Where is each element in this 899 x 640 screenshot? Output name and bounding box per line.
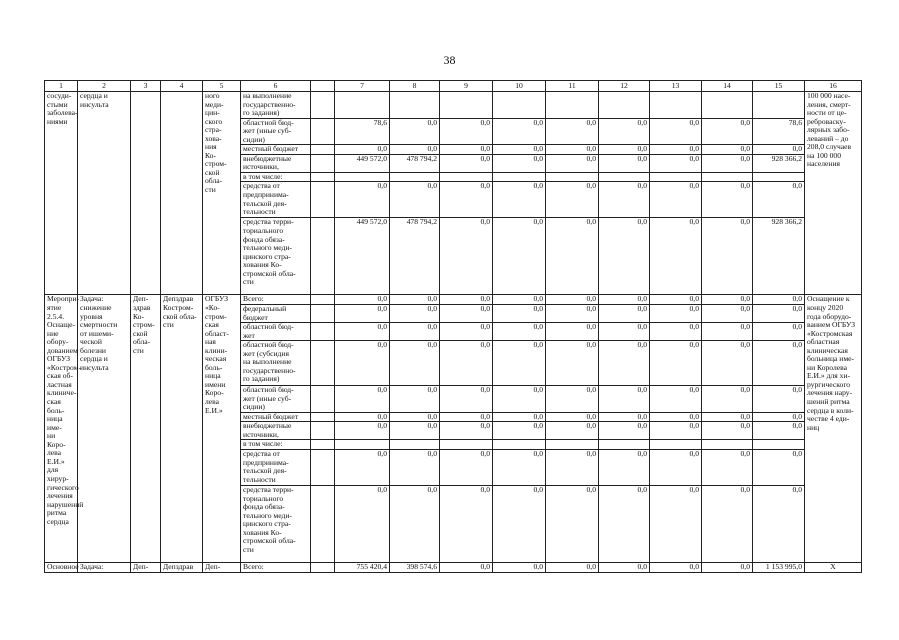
value-cell <box>440 92 493 119</box>
header-cell-3: 3 <box>131 81 161 92</box>
value-cell: 0,0 <box>650 145 702 155</box>
value-cell: 0,0 <box>599 305 650 323</box>
funding-source-cell: средства терри- ториального фонда обяза- тельного меди- цинского стра- хования Ко- стромской обла- сти <box>241 218 311 295</box>
value-cell: 0,0 <box>702 412 753 422</box>
spacer-cell <box>311 440 335 450</box>
value-cell: 0,0 <box>650 118 702 145</box>
spacer-cell <box>311 450 335 486</box>
value-cell: 1 153 995,0 <box>753 563 805 573</box>
value-cell: 0,0 <box>493 154 546 172</box>
value-cell: 0,0 <box>702 486 753 563</box>
value-cell: 0,0 <box>390 145 440 155</box>
funding-source-cell: областной бюд- жет (иные суб- сидии) <box>241 118 311 145</box>
header-cell-13: 12 <box>599 81 650 92</box>
value-cell: 398 574,6 <box>390 563 440 573</box>
value-cell: 478 794,2 <box>390 218 440 295</box>
value-cell: 0,0 <box>440 450 493 486</box>
value-cell: 0,0 <box>440 341 493 386</box>
value-cell: 0,0 <box>390 305 440 323</box>
value-cell: 0,0 <box>599 145 650 155</box>
funding-source-cell: областной бюд- жет (иные суб- сидии) <box>241 386 311 413</box>
value-cell: 0,0 <box>702 295 753 305</box>
value-cell <box>753 92 805 119</box>
value-cell: 0,0 <box>599 182 650 218</box>
value-cell <box>546 92 599 119</box>
value-cell: 0,0 <box>702 323 753 341</box>
table-row <box>45 92 862 119</box>
header-cell-2: 2 <box>78 81 131 92</box>
header-cell-9: 8 <box>390 81 440 92</box>
value-cell: 0,0 <box>702 182 753 218</box>
executor-cell: ного меди- цин- ского стра- хова- ния Ко- стром- ской обла- сти <box>203 92 241 295</box>
value-cell: 0,0 <box>599 218 650 295</box>
value-cell: 0,0 <box>390 412 440 422</box>
value-cell: 0,0 <box>493 118 546 145</box>
value-cell: 0,0 <box>493 295 546 305</box>
value-cell: 0,0 <box>440 412 493 422</box>
spacer-cell <box>311 218 335 295</box>
value-cell: 0,0 <box>650 386 702 413</box>
value-cell: 0,0 <box>440 422 493 440</box>
spacer-cell <box>311 341 335 386</box>
spacer-cell <box>311 172 335 182</box>
value-cell: 0,0 <box>390 422 440 440</box>
value-cell <box>599 92 650 119</box>
value-cell: 0,0 <box>599 386 650 413</box>
value-cell: 0,0 <box>753 341 805 386</box>
value-cell: 0,0 <box>702 422 753 440</box>
value-cell: 0,0 <box>599 295 650 305</box>
value-cell: 0,0 <box>546 323 599 341</box>
spacer-cell <box>311 145 335 155</box>
value-cell: 0,0 <box>335 341 390 386</box>
value-cell: 928 366,2 <box>753 218 805 295</box>
header-cell-10: 9 <box>440 81 493 92</box>
result-cell: Х <box>805 563 862 573</box>
value-cell: 0,0 <box>753 450 805 486</box>
value-cell: 0,0 <box>650 218 702 295</box>
executor-cell: ОГБУЗ «Ко- стром- ская област- ная клини- ческая боль- ница имени Коро- лева Е.И.» <box>203 295 241 563</box>
value-cell: 449 572,0 <box>335 218 390 295</box>
value-cell: 0,0 <box>390 295 440 305</box>
value-cell: 0,0 <box>650 412 702 422</box>
value-cell: 0,0 <box>546 145 599 155</box>
value-cell: 0,0 <box>335 145 390 155</box>
value-cell: 0,0 <box>599 563 650 573</box>
funding-source-cell: Всего: <box>241 563 311 573</box>
value-cell: 0,0 <box>390 323 440 341</box>
spacer-cell <box>311 118 335 145</box>
value-cell: 0,0 <box>546 295 599 305</box>
value-cell: 0,0 <box>493 218 546 295</box>
value-cell: 0,0 <box>390 450 440 486</box>
value-cell: 0,0 <box>440 182 493 218</box>
value-cell: 0,0 <box>753 305 805 323</box>
header-cell-4: 4 <box>161 81 203 92</box>
value-cell: 0,0 <box>390 486 440 563</box>
value-cell: 0,0 <box>390 341 440 386</box>
value-cell: 78,6 <box>753 118 805 145</box>
result-cell: Оснащение к концу 2020 года оборудо- ванием ОГБУЗ «Костромская областная клиническая больница име- ни Королева Е.И.» для хи- рургического лечения нару- шений ритма сердца в коли- честве 4 еди- ниц <box>805 295 862 563</box>
spacer-cell <box>311 305 335 323</box>
spacer-cell <box>311 563 335 573</box>
value-cell: 0,0 <box>390 118 440 145</box>
value-cell: 0,0 <box>650 154 702 172</box>
coexecutor-cell <box>161 92 203 295</box>
funding-source-cell: внебюджетные источники, <box>241 422 311 440</box>
value-cell: 0,0 <box>546 118 599 145</box>
table-row <box>45 295 862 305</box>
value-cell: 0,0 <box>493 412 546 422</box>
value-cell: 0,0 <box>650 305 702 323</box>
value-cell: 0,0 <box>335 182 390 218</box>
responsible-cell: Деп- здрав Ко- стром- ской обла- сти <box>131 295 161 563</box>
funding-source-cell: местный бюджет <box>241 145 311 155</box>
funding-source-cell: местный бюджет <box>241 412 311 422</box>
funding-source-cell: внебюджетные источники, <box>241 154 311 172</box>
value-cell: 0,0 <box>753 295 805 305</box>
value-cell: 0,0 <box>599 412 650 422</box>
value-cell: 0,0 <box>335 450 390 486</box>
funding-source-cell: средства терри- ториального фонда обяза- тельного меди- цинского стра- хования Ко- стромской обла- сти <box>241 486 311 563</box>
value-cell: 0,0 <box>650 422 702 440</box>
measure-name-cell: Меропри- ятие 2.5.4. Оснаще- ние обору- дованием ОГБУЗ «Костром- ская об- ластная клиниче- ская боль- ница име- ни Коро- лева Е.И.» для хирур- гического лечения нарушений ритма сердца <box>45 295 78 563</box>
funding-source-cell: средства от предпринима- тельской дея- тельности <box>241 450 311 486</box>
header-cell-5: 5 <box>203 81 241 92</box>
value-cell: 0,0 <box>753 422 805 440</box>
value-cell: 0,0 <box>546 182 599 218</box>
value-cell: 0,0 <box>440 305 493 323</box>
value-cell: 0,0 <box>493 341 546 386</box>
value-cell: 0,0 <box>546 486 599 563</box>
value-cell: 0,0 <box>440 154 493 172</box>
value-cell: 0,0 <box>599 323 650 341</box>
value-cell: 0,0 <box>702 154 753 172</box>
value-cell: 0,0 <box>335 486 390 563</box>
budget-table <box>44 80 862 573</box>
value-cell: 0,0 <box>599 450 650 486</box>
funding-source-cell: областной бюд- жет <box>241 323 311 341</box>
value-cell: 0,0 <box>493 486 546 563</box>
spacer-cell <box>311 182 335 218</box>
value-cell: 0,0 <box>493 450 546 486</box>
value-cell: 0,0 <box>335 305 390 323</box>
spacer-cell <box>311 422 335 440</box>
value-cell: 0,0 <box>650 450 702 486</box>
value-cell: 0,0 <box>493 182 546 218</box>
value-cell: 0,0 <box>702 145 753 155</box>
value-cell: 0,0 <box>440 145 493 155</box>
value-cell: 0,0 <box>493 323 546 341</box>
value-cell <box>390 92 440 119</box>
value-cell: 0,0 <box>440 563 493 573</box>
coexecutor-cell: Депздрав Костром- ской обла- сти <box>161 295 203 563</box>
value-cell: 0,0 <box>546 386 599 413</box>
value-cell: 0,0 <box>753 386 805 413</box>
header-cell-6: 6 <box>241 81 311 92</box>
value-cell: 0,0 <box>440 323 493 341</box>
header-cell-15: 14 <box>702 81 753 92</box>
funding-source-cell: на выполнение государственно- го задания) <box>241 92 311 119</box>
header-cell-14: 13 <box>650 81 702 92</box>
value-cell: 755 420,4 <box>335 563 390 573</box>
value-cell: 928 366,2 <box>753 154 805 172</box>
value-cell: 0,0 <box>702 118 753 145</box>
value-cell: 0,0 <box>546 218 599 295</box>
value-cell: 0,0 <box>493 422 546 440</box>
value-cell: 0,0 <box>650 295 702 305</box>
value-cell: 0,0 <box>546 450 599 486</box>
responsible-cell: Деп- <box>131 563 161 573</box>
header-cell-8: 7 <box>335 81 390 92</box>
funding-source-cell: в том числе: <box>241 172 311 182</box>
value-cell: 0,0 <box>599 341 650 386</box>
spacer-cell <box>311 295 335 305</box>
value-cell: 0,0 <box>702 305 753 323</box>
value-cell: 0,0 <box>599 486 650 563</box>
value-cell <box>650 92 702 119</box>
value-cell: 0,0 <box>335 386 390 413</box>
spacer-cell <box>311 386 335 413</box>
value-cell: 0,0 <box>546 412 599 422</box>
value-cell: 0,0 <box>493 305 546 323</box>
header-cell-7 <box>311 81 335 92</box>
value-cell: 0,0 <box>546 154 599 172</box>
value-cell: 0,0 <box>702 450 753 486</box>
value-cell: 0,0 <box>546 563 599 573</box>
value-cell: 0,0 <box>493 386 546 413</box>
value-cell: 78,6 <box>335 118 390 145</box>
funding-source-cell: в том числе: <box>241 440 311 450</box>
table-row <box>45 563 862 573</box>
coexecutor-cell: Депздрав <box>161 563 203 573</box>
value-cell: 0,0 <box>650 486 702 563</box>
value-cell: 0,0 <box>493 145 546 155</box>
spacer-cell <box>311 486 335 563</box>
funding-source-cell: федеральный бюджет <box>241 305 311 323</box>
task-cell: сердца и инсульта <box>78 92 131 295</box>
value-cell: 0,0 <box>599 422 650 440</box>
value-cell: 0,0 <box>493 563 546 573</box>
spacer-cell <box>311 412 335 422</box>
value-cell: 0,0 <box>335 295 390 305</box>
value-cell: 0,0 <box>546 341 599 386</box>
value-cell: 449 572,0 <box>335 154 390 172</box>
funding-source-cell: средства от предпринима- тельской дея- тельности <box>241 182 311 218</box>
header-cell-17: 16 <box>805 81 862 92</box>
value-cell: 0,0 <box>599 118 650 145</box>
value-cell: 0,0 <box>650 323 702 341</box>
executor-cell: Деп- <box>203 563 241 573</box>
measure-name-cell: Основное <box>45 563 78 573</box>
value-cell: 0,0 <box>440 218 493 295</box>
value-cell: 0,0 <box>650 563 702 573</box>
value-cell: 0,0 <box>702 341 753 386</box>
value-cell: 0,0 <box>335 422 390 440</box>
value-cell: 0,0 <box>650 341 702 386</box>
value-cell: 0,0 <box>335 323 390 341</box>
value-cell: 0,0 <box>440 118 493 145</box>
value-cell: 0,0 <box>335 412 390 422</box>
value-cell: 0,0 <box>440 295 493 305</box>
header-cell-1: 1 <box>45 81 78 92</box>
header-cell-11: 10 <box>493 81 546 92</box>
value-cell: 0,0 <box>702 218 753 295</box>
task-cell: Задача: <box>78 563 131 573</box>
value-cell: 0,0 <box>546 305 599 323</box>
value-cell: 0,0 <box>390 182 440 218</box>
value-cell: 0,0 <box>390 386 440 413</box>
page-number: 38 <box>443 53 456 67</box>
value-cell: 0,0 <box>702 386 753 413</box>
result-cell: 100 000 насе- ления, смерт- ности от це- реброваску- лярных забо- леваний – до 208,0 случаев на 100 000 населения <box>805 92 862 295</box>
header-cell-16: 15 <box>753 81 805 92</box>
value-cell <box>702 92 753 119</box>
value-cell: 0,0 <box>753 412 805 422</box>
header-cell-12: 11 <box>546 81 599 92</box>
funding-source-cell: Всего: <box>241 295 311 305</box>
value-cell: 0,0 <box>753 486 805 563</box>
value-cell: 0,0 <box>753 145 805 155</box>
value-cell <box>335 92 390 119</box>
responsible-cell <box>131 92 161 295</box>
value-cell: 0,0 <box>440 386 493 413</box>
value-cell: 0,0 <box>599 154 650 172</box>
spacer-cell <box>311 92 335 119</box>
value-cell: 0,0 <box>440 486 493 563</box>
value-cell: 0,0 <box>753 323 805 341</box>
value-cell: 0,0 <box>650 182 702 218</box>
value-cell <box>493 92 546 119</box>
task-cell: Задача: снижение уровня смертности от ишеми- ческой болезни сердца и инсульта <box>78 295 131 563</box>
value-cell: 478 794,2 <box>390 154 440 172</box>
header-row <box>45 81 862 92</box>
spacer-cell <box>311 323 335 341</box>
value-cell: 0,0 <box>546 422 599 440</box>
measure-name-cell: сосуди- стыми заболева- ниями <box>45 92 78 295</box>
value-cell: 0,0 <box>753 182 805 218</box>
funding-source-cell: областной бюд- жет (субсидия на выполнение государственно- го задания) <box>241 341 311 386</box>
spacer-cell <box>311 154 335 172</box>
value-cell: 0,0 <box>702 563 753 573</box>
